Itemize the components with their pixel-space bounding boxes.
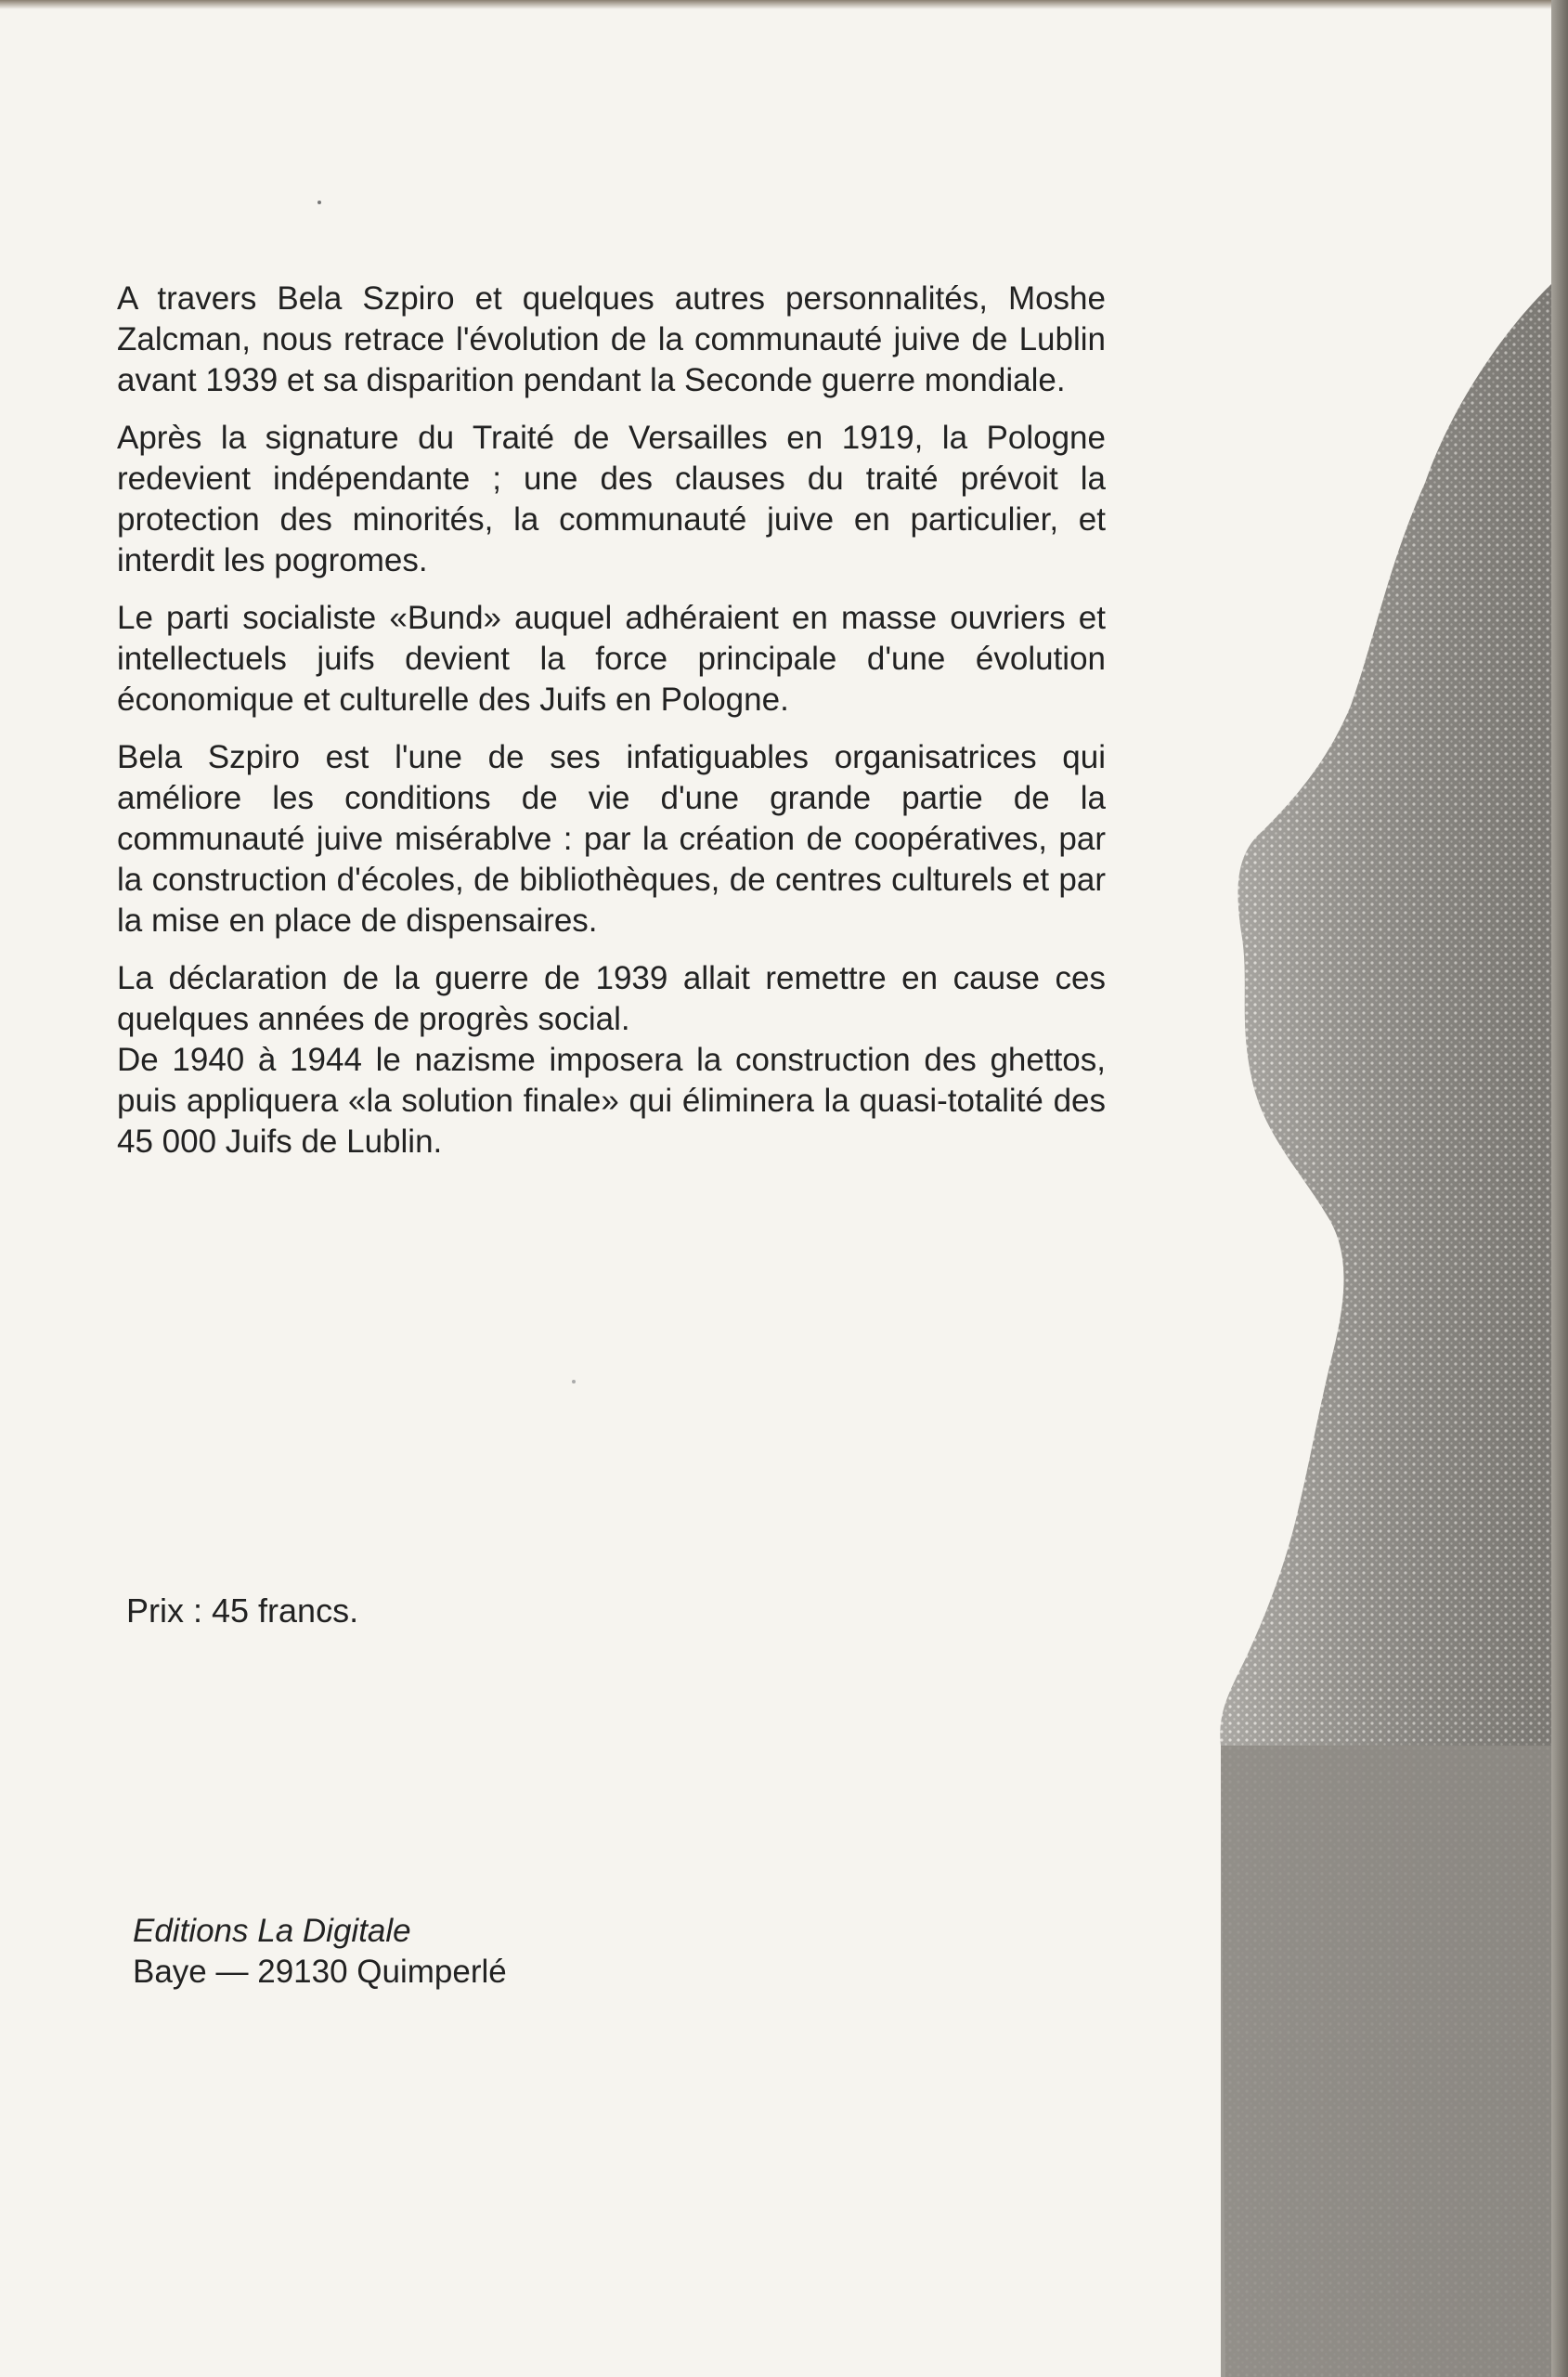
blurb-text xyxy=(117,279,1106,1179)
blurb-paragraph-1: A travers Bela Szpiro et quelques autres personnalités, Moshe Zalcman, nous retrace l'évolution de la communauté juive de Lublin avant 1939 et sa disparition pendant la Seconde guerre mondiale. xyxy=(117,280,1106,398)
blurb-paragraph-3: Le parti socialiste «Bund» auquel adhéraient en masse ouvriers et intellectuels juifs devient la force principale d'une évolution économique et culturelle des Juifs en Pologne. xyxy=(117,600,1106,718)
blurb-paragraph-5: La déclaration de la guerre de 1939 allait remettre en cause ces quelques années de progrès social. xyxy=(117,960,1106,1037)
blurb-paragraph-2: Après la signature du Traité de Versailles en 1919, la Pologne redevient indépendante ; une des clauses du traité prévoit la protection des minorités, la communauté juive en particulier, et interdit les pogromes. xyxy=(117,420,1106,578)
blurb-paragraph-4: Bela Szpiro est l'une de ses infatiguables organisatrices qui améliore les conditions de vie d'une grande partie de la communauté juive misérablve : par la création de coopératives, par la construction d'écoles, de bibliothèques, de centres culturels et par la mise en place de dispensaires. xyxy=(117,739,1106,939)
price-label: Prix : 45 francs. xyxy=(126,1591,359,1630)
blurb-paragraph-6: De 1940 à 1944 le nazisme imposera la construction des ghettos, puis appliquera «la solution finale» qui éliminera la quasi-totalité des 45 000 Juifs de Lublin. xyxy=(117,1042,1106,1160)
spine-edge xyxy=(1551,0,1568,2377)
publisher-name: Editions La Digitale xyxy=(133,1913,411,1949)
publisher-address: Baye — 29130 Quimperlé xyxy=(133,1954,507,1990)
publisher-block xyxy=(133,1911,507,1993)
print-speck xyxy=(317,201,321,204)
print-speck xyxy=(572,1380,576,1383)
